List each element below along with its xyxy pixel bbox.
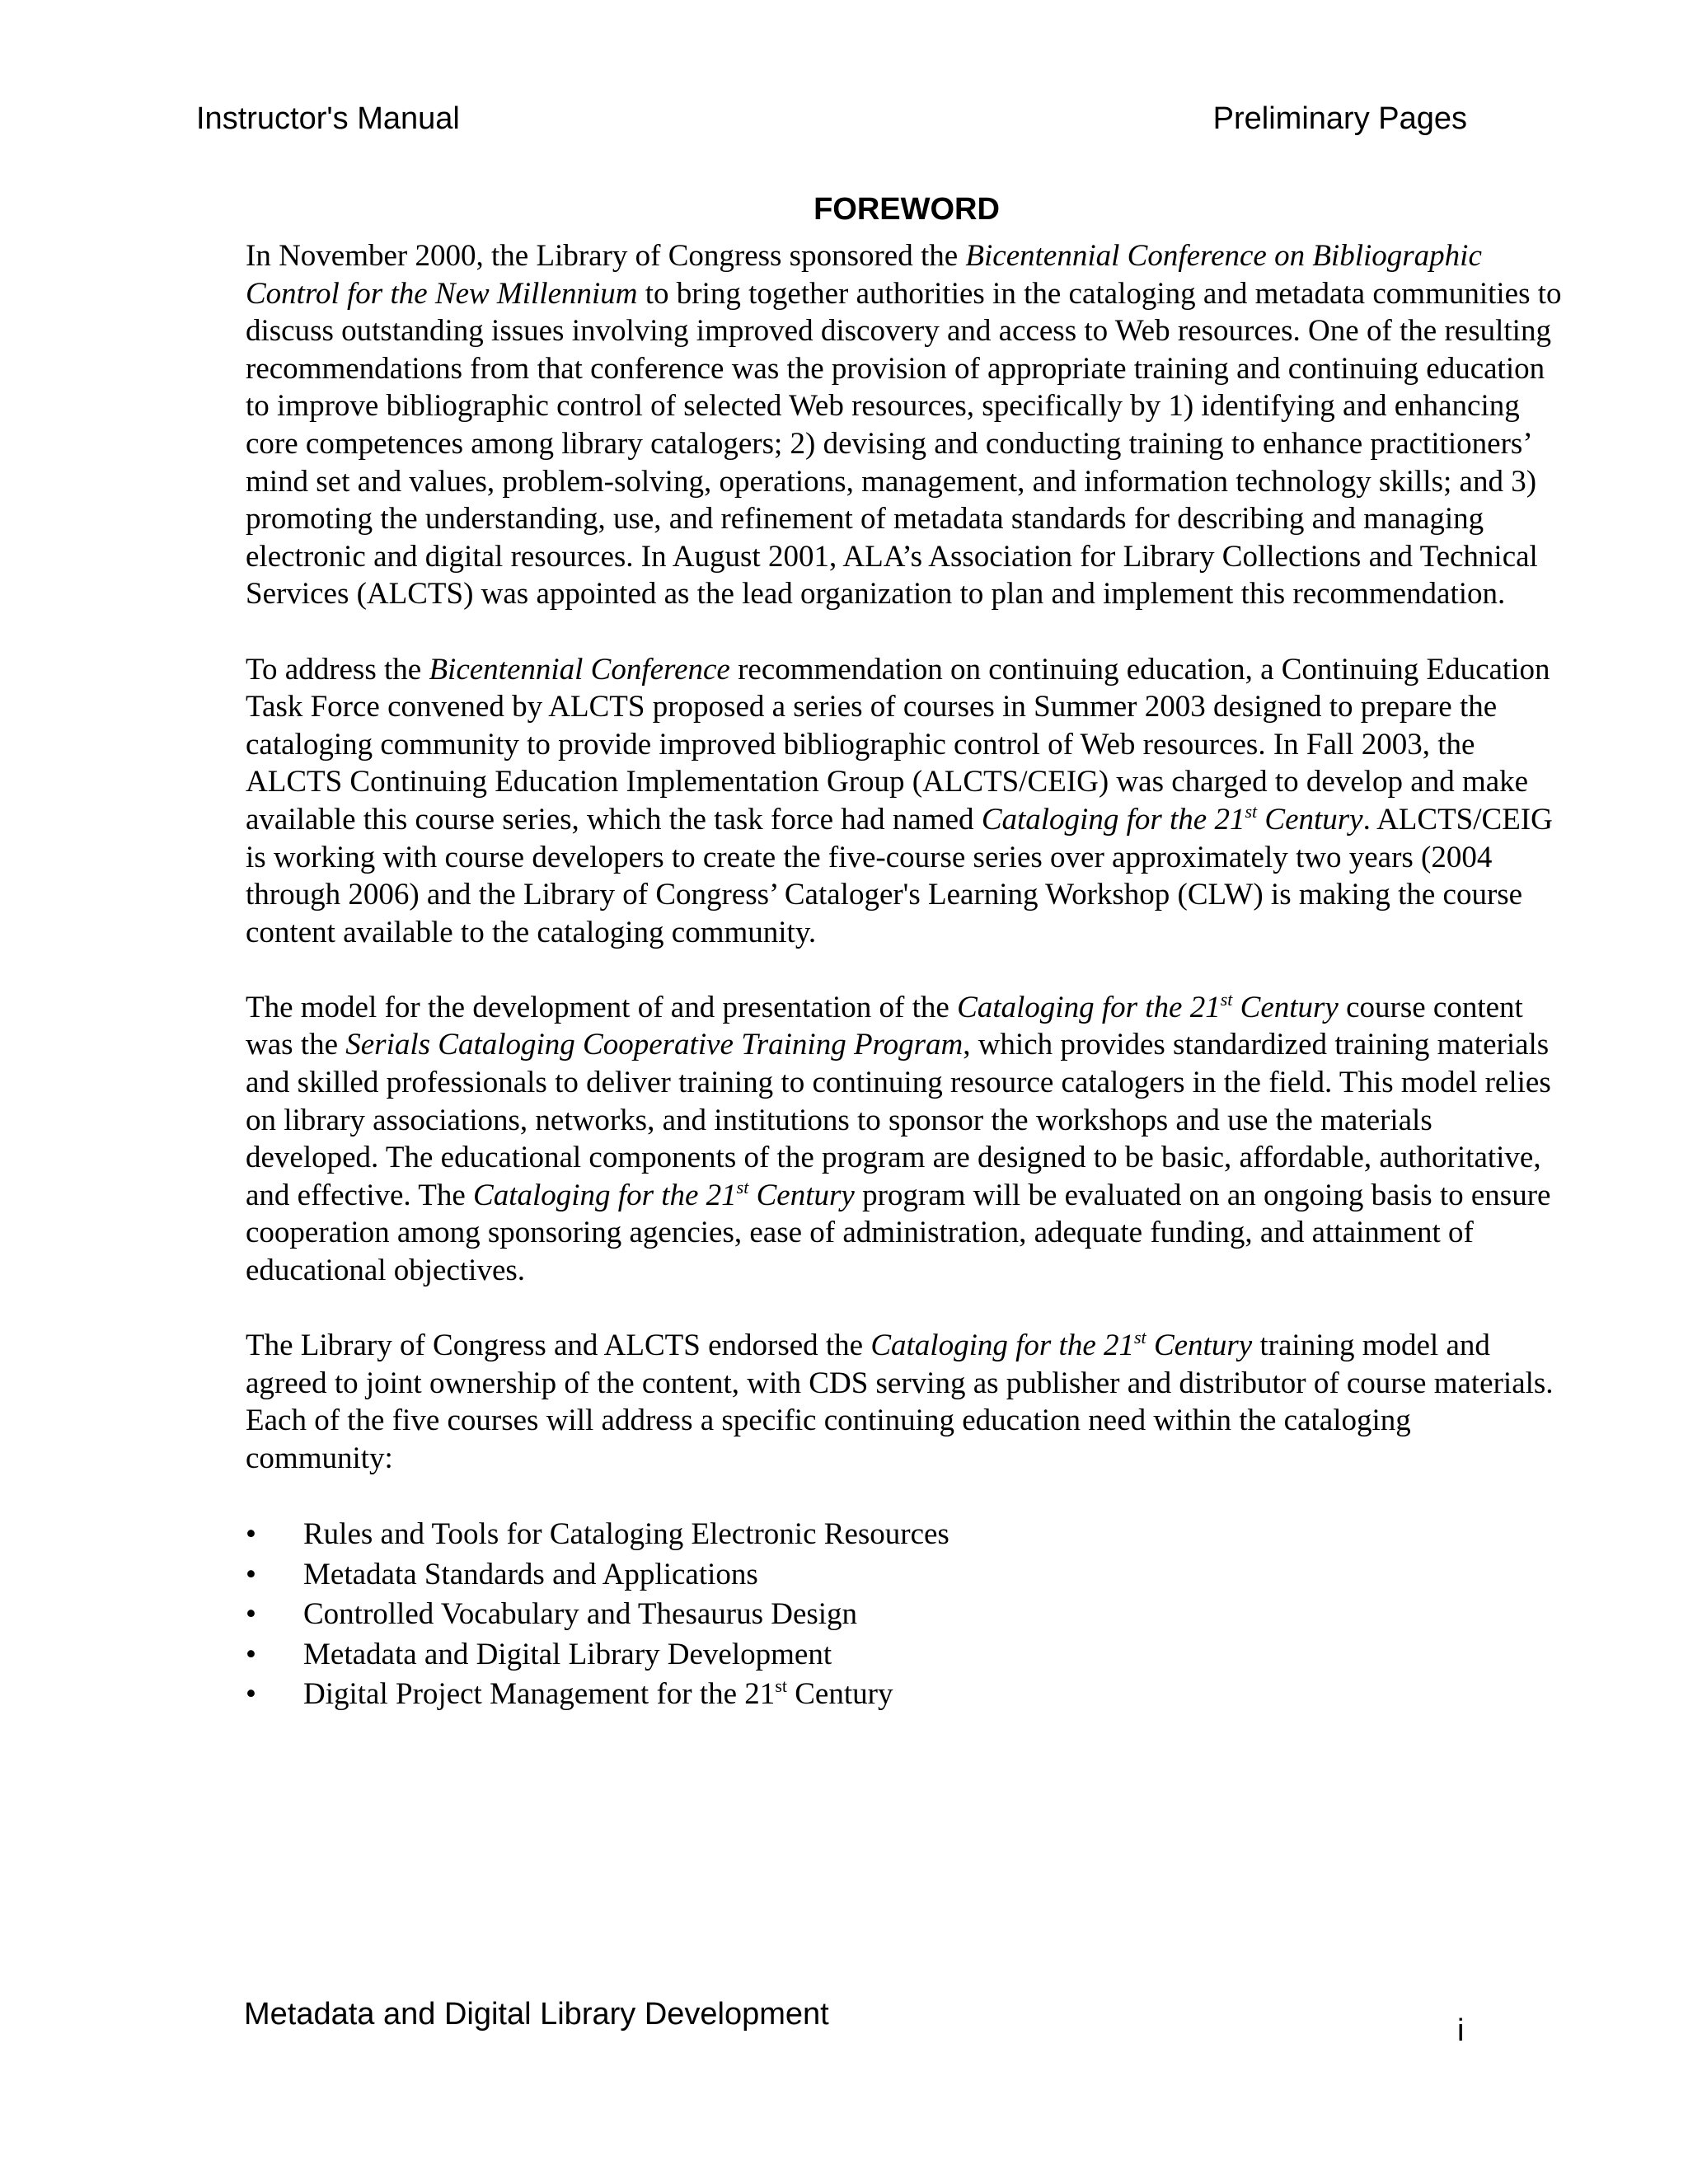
list-item [246,1675,1564,1715]
paragraph-3-text-c: , which provides standardized training materials and skilled professionals to deliver training to continuing resource catalogers in the field. This model relies on library associations, networks, and institutions to sponsor the workshops and use the materials developed. The educational components of the program are designed to be basic, affordable, authoritative, and effective. The [246,1028,1551,1212]
paragraph-4 [246,1327,1564,1477]
series-title [981,800,1363,837]
series-title [870,1329,1252,1362]
conference-title: Bicentennial Conference on Bibliographic Control for the New Millennium [246,239,1482,311]
paragraph-4-text-b: training model and agreed to joint ownership of the content, with CDS serving as publisher and distributor of course materials. Each of the five courses will address a specific continuing education need within the cataloging community: [246,1329,1554,1475]
list-item [246,1555,1564,1596]
paragraph-1 [246,237,1564,613]
bullet-icon: • [246,1557,256,1591]
running-header-left: Instructor's Manual [196,101,460,136]
ordinal-suffix: st [1220,988,1233,1010]
series-title [957,988,1339,1024]
program-title: Serials Cataloging Cooperative Training Program [345,1028,964,1062]
bullet-icon: • [246,1637,256,1671]
paragraph-2-text-b: recommendation on continuing education, a Continuing Education Task Force convened by ALCTS proposed a series of courses in Summer 2003 designed to prepare the cataloging community to provide improved bibliographic control of Web resources. In Fall 2003, the ALCTS Continuing Education Implementation Group (ALCTS/CEIG) was charged to develop and make available this course series, which the task force had named [246,652,1550,837]
series-title-b: Century [748,1178,855,1212]
paragraph-2-text-c: . ALCTS/CEIG is working with course developers to create the five-course series over approximately two years (2004 through 2006) and the Library of Congress’ Cataloger's Learning Workshop (CLW) is making the course content available to the cataloging community. [246,802,1553,949]
paragraph-3-text-b: course content was the [246,990,1523,1062]
paragraph-1-text-a: In November 2000, the Library of Congress sponsored the [246,239,966,273]
list-item [246,1635,1564,1675]
conference-short-title: Bicentennial Conference [429,652,730,687]
paragraph-3 [246,989,1564,1290]
running-header-right: Preliminary Pages [1212,101,1467,136]
list-item-text: Rules and Tools for Cataloging Electronic Resources [303,1517,950,1552]
series-title-b: Century [1146,1329,1253,1363]
paragraph-2 [246,651,1564,952]
series-title-a: Cataloging for the 21 [981,802,1245,837]
bullet-icon: • [246,1517,256,1552]
series-title-a: Cataloging for the 21 [473,1178,737,1212]
ordinal-suffix: st [736,1176,749,1197]
list-item-text-tail: Century [787,1677,893,1712]
paragraph-3-text-a: The model for the development of and presentation of the [246,990,958,1024]
list-item-text: Digital Project Management for the 21 [303,1677,776,1712]
series-title-b: Century [1232,990,1339,1024]
bullet-icon: • [246,1597,256,1632]
list-item-text: Metadata and Digital Library Development [303,1637,832,1671]
ordinal-suffix: st [1245,800,1258,822]
list-item-text: Metadata Standards and Applications [303,1557,758,1591]
paragraph-1-text-b: to bring together authorities in the cataloging and metadata communities to discuss outstanding issues involving improved discovery and access to Web resources. One of the resulting recommendations from that conference was the provision of appropriate training and continuing education to improve bibliographic control of selected Web resources, specifically by 1) identifying and enhancing core competences among library catalogers; 2) devising and conducting training to enhance practitioners’ mind set and values, problem-solving, operations, management, and information technology skills; and 3) promoting the understanding, use, and refinement of metadata standards for describing and managing electronic and digital resources. In August 2001, ALA’s Association for Library Collections and Technical Services (ALCTS) was appointed as the lead organization to plan and implement this recommendation. [246,276,1562,612]
ordinal-suffix: st [775,1675,787,1697]
foreword-body [246,237,1564,1715]
series-title-a: Cataloging for the 21 [957,990,1221,1024]
page-title: FOREWORD [814,192,1000,227]
list-item [246,1515,1564,1555]
list-item [246,1595,1564,1635]
series-title-a: Cataloging for the 21 [870,1329,1134,1363]
ordinal-suffix: st [1134,1327,1146,1348]
page-number: i [1457,2013,1465,2048]
bullet-icon: • [246,1677,256,1712]
course-list [246,1515,1564,1715]
list-item-text: Controlled Vocabulary and Thesaurus Design [303,1597,858,1632]
paragraph-3-text-d: program will be evaluated on an ongoing basis to ensure cooperation among sponsoring agencies, ease of administration, adequate funding, and attainment of educational objectives. [246,1178,1551,1288]
series-title [473,1176,855,1212]
paragraph-2-text-a: To address the [246,652,429,687]
running-footer: Metadata and Digital Library Development [244,1997,829,2032]
series-title-b: Century [1257,802,1363,837]
paragraph-4-text-a: The Library of Congress and ALCTS endorsed the [246,1329,871,1363]
